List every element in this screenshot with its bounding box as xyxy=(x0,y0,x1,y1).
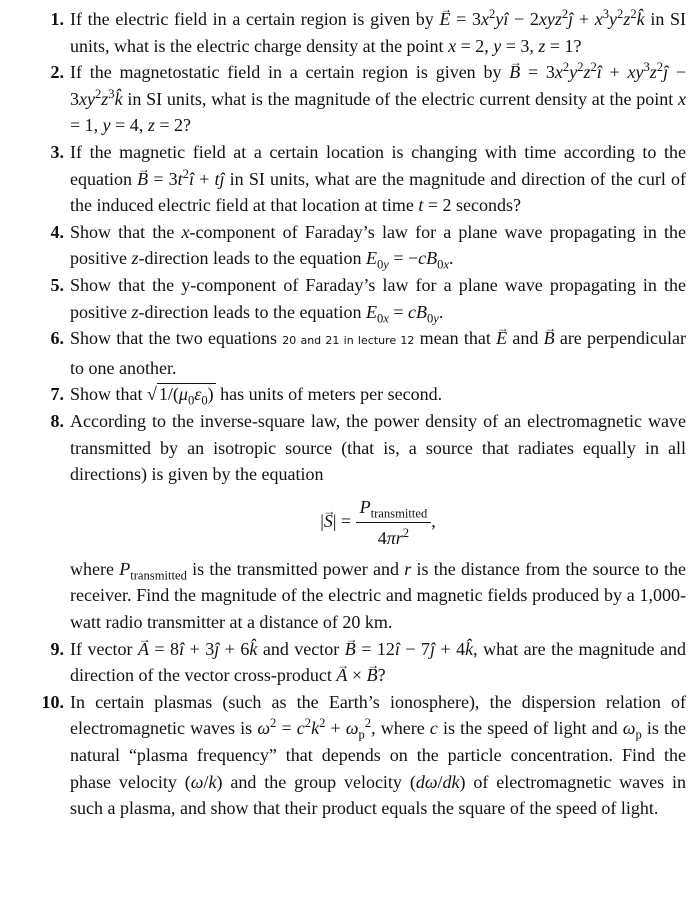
problem-number: 2. xyxy=(50,62,64,83)
problem-number: 7. xyxy=(50,384,64,405)
problem-9 xyxy=(14,636,686,689)
problem-number: 1. xyxy=(50,9,64,29)
problem-text: If vector → A = 8î + 3ĵ + 6k̂ and vector → B = 12î − 7ĵ + 4k̂, what are the magnitude and direction of the vector cross-product → A × → B? xyxy=(70,636,686,689)
problem-text: In certain plasmas (such as the Earth’s ionosphere), the dispersion relation of electromagnetic waves is $\omega^2 = c^2k^2 + \omega_p^2$, where c is the speed of light and $\omega_p$ is the natural “plasma frequency” that depends on the particle concentration. Find the phase velocity (ω/k) and the group velocity (dω/dk) of electromagnetic waves in such a plasma, and show that their product equals the square of the speed of light. xyxy=(70,691,687,819)
problem-text: Show that the x-component of Faraday’s law for a plane wave propagating in the positive z-direction leads to the equation $E_{0y} = -cB_{0x}$. xyxy=(70,221,686,272)
problem-text: If the electric field in a certain region is given by → $E = 3x^2yî$ − 2xyz$^2$ĵ + $x^3y^2z^2k̂$ in SI units, what is the electric charge density at the point x = 2, y = 3, z = 1? xyxy=(70,6,686,59)
problem-text: Show that the two equations 20 and 21 in lecture 12 mean that → E and → B are perpendicular to one another. xyxy=(70,325,686,381)
problem-4 xyxy=(14,219,686,272)
problem-number: 3. xyxy=(50,141,64,162)
problem-text: According to the inverse-square law, the power density of an electromagnetic wave transmitted by an isotropic source (that is, a source that radiates equally in all directions) is given by the equation |→ S| = $\frac{P_{transmitted}}{4\pi r^2}$ , where $P_{transmitted}$ is the transmitted power and r is the distance from the source to the receiver. Find the magnitude of the electric and magnetic fields produced by a 1,000-watt radio transmitter at a distance of 20 km. xyxy=(70,408,686,636)
problem-7 xyxy=(14,381,686,408)
problem-number: 5. xyxy=(50,274,64,295)
problem-number: 4. xyxy=(50,221,64,242)
problem-6 xyxy=(14,325,686,381)
problem-5 xyxy=(14,272,686,325)
problem-8 xyxy=(14,408,686,636)
power-density-equation: |→ S| = $\frac{P_{transmitted}}{4\pi r^2}$ , xyxy=(70,494,686,552)
problem-10 xyxy=(14,689,686,822)
problem-number: 6. xyxy=(50,328,64,349)
problem-text: Show that √ $1/(\mu_0\varepsilon_0)$ has units of meters per second. xyxy=(70,384,443,408)
problem-number: 9. xyxy=(50,638,64,659)
problem-3 xyxy=(14,139,686,219)
problem-text: If the magnetic field at a certain location is changing with time according to the equation → $B = 3t^2î$ + tĵ in SI units, what are the magnitude and direction of the curl of the induced electric field at that location at time t = 2 seconds? xyxy=(70,139,686,219)
problem-number: 10. xyxy=(41,691,64,712)
equation-reference: 20 and 21 in lecture 12 xyxy=(282,334,415,348)
problem-text: Show that the y-component of Faraday’s law for a plane wave propagating in the positive z-direction leads to the equation $E_{0x} = cB_{0y}$. xyxy=(70,274,686,326)
problem-list xyxy=(14,6,686,822)
problem-text: If the magnetostatic field in a certain region is given by → $B = 3x^2y^2z^2î$ + $xy^3z^2ĵ$ − $3xy^2z^3k̂$ in SI units, what is the magnitude of the electric current density at the point x = 1, y = 4, z = 2? xyxy=(70,59,686,139)
problem-2 xyxy=(14,59,686,139)
problem-number: 8. xyxy=(50,410,64,431)
problem-1 xyxy=(14,6,686,59)
